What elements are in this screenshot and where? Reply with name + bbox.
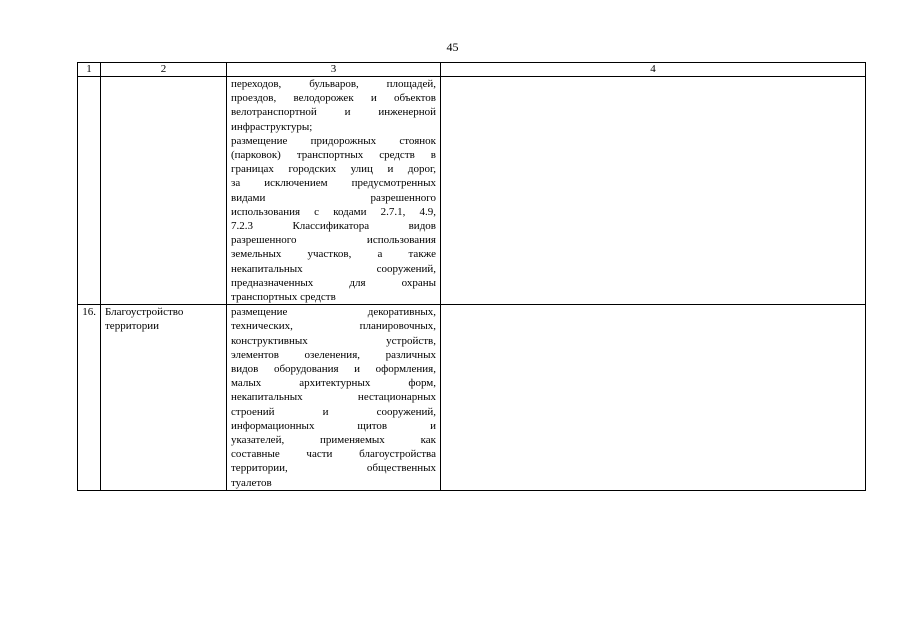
description-line: границах городских улиц и дорог, xyxy=(231,163,436,176)
description-line: размещение придорожных стоянок xyxy=(231,134,436,147)
description-line: некапитальных нестационарных xyxy=(231,391,436,404)
description-line: 7.2.3 Классификатора видов xyxy=(231,220,436,233)
description-line: (парковок) транспортных средств в xyxy=(231,149,436,162)
header-row xyxy=(78,63,866,77)
description-line: разрешенного использования xyxy=(231,234,436,247)
column-header-3: 3 xyxy=(227,63,441,77)
description-line: проездов, велодорожек и объектов xyxy=(231,92,436,105)
description-line: видов оборудования и оформления, xyxy=(231,363,436,376)
description-line: видами разрешенного xyxy=(231,191,436,204)
description-line: земельных участков, а также xyxy=(231,248,436,261)
page-number: 45 xyxy=(446,40,459,54)
description-line: велотранспортной и инженерной xyxy=(231,106,436,119)
description-line: территории, общественных xyxy=(231,462,436,475)
description-line: составные части благоустройства xyxy=(231,448,436,461)
description-line: туалетов xyxy=(231,476,272,489)
land-use-name-cell xyxy=(101,77,227,305)
row-number-cell: 16. xyxy=(78,305,101,491)
parameters-cell xyxy=(441,77,866,305)
description-line: размещение декоративных, xyxy=(231,306,436,319)
table-row xyxy=(78,77,866,305)
description-line: технических, планировочных, xyxy=(231,320,436,333)
column-header-2: 2 xyxy=(101,63,227,77)
description-line: элементов озеленения, различных xyxy=(231,348,436,361)
description-line: использования с кодами 2.7.1, 4.9, xyxy=(231,205,436,218)
description-line: инфраструктуры; xyxy=(231,120,313,133)
table-row xyxy=(78,305,866,491)
description-line: переходов, бульваров, площадей, xyxy=(231,78,436,90)
description-line: строений и сооружений, xyxy=(231,405,436,418)
column-header-1: 1 xyxy=(78,63,101,77)
row-number-cell xyxy=(78,77,101,305)
description-line: транспортных средств xyxy=(231,291,336,304)
description-line: конструктивных устройств, xyxy=(231,334,436,347)
land-use-name-cell: Благоустройство территории xyxy=(101,305,227,491)
land-use-description-cell xyxy=(227,77,441,305)
land-use-description-cell xyxy=(227,305,441,491)
description-line: за исключением предусмотренных xyxy=(231,177,436,190)
column-header-4: 4 xyxy=(441,63,866,77)
land-use-table xyxy=(77,62,866,491)
description-line: предназначенных для охраны xyxy=(231,276,436,289)
description-line: информационных щитов и xyxy=(231,419,436,432)
description-line: некапитальных сооружений, xyxy=(231,262,436,275)
parameters-cell xyxy=(441,305,866,491)
description-line: указателей, применяемых как xyxy=(231,434,436,447)
description-line: малых архитектурных форм, xyxy=(231,377,436,390)
